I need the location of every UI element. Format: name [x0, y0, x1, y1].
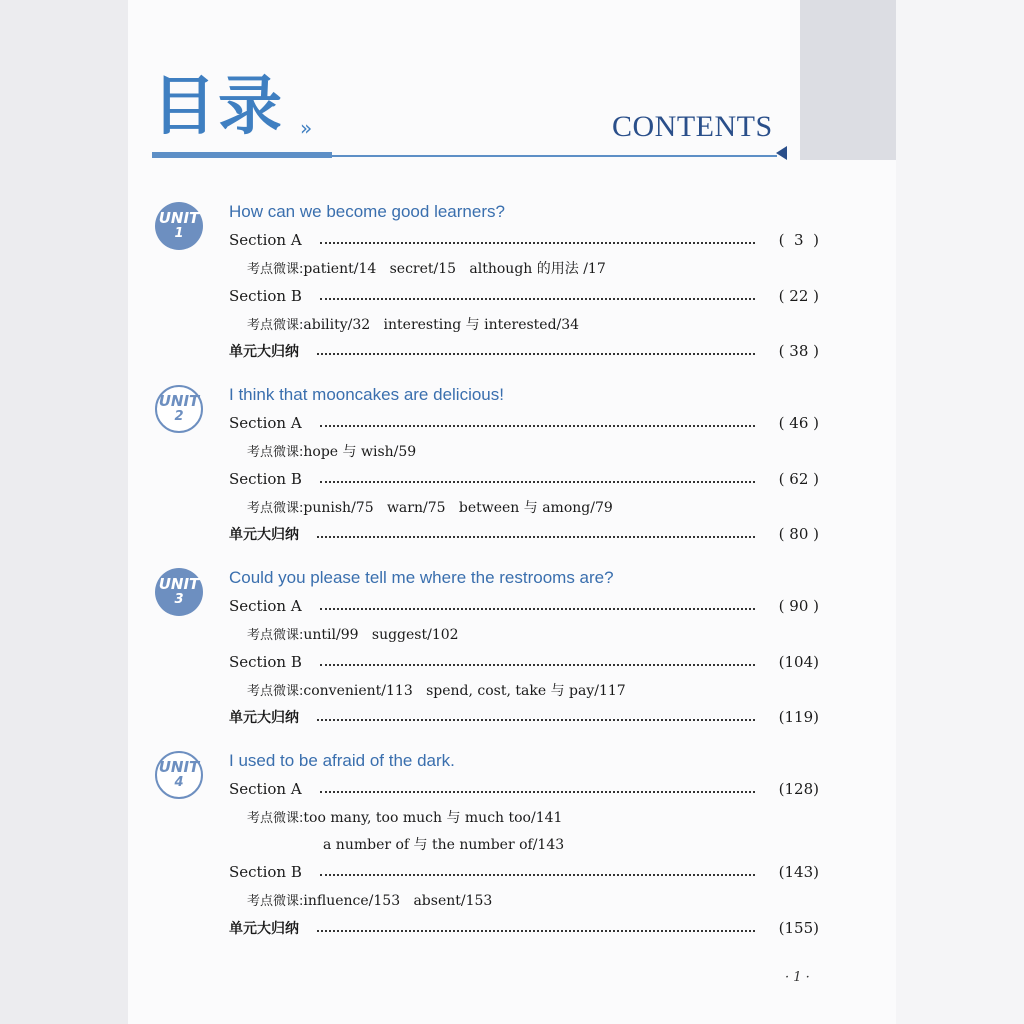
unit-badge-number: 1 [174, 226, 184, 241]
unit-badge-number: 4 [174, 775, 184, 790]
page-number: ( 80 ) [778, 525, 819, 543]
dot-leader [317, 353, 755, 355]
points-label: 考点微课: [247, 811, 304, 826]
page-number: ( 90 ) [778, 597, 819, 615]
unit-4-title[interactable]: I used to be afraid of the dark. [229, 751, 455, 770]
dot-leader [317, 536, 755, 538]
dot-leader [320, 791, 755, 793]
unit-2-section-b-row[interactable] [229, 467, 819, 491]
unit-4-section-a-points-continued: a number of 与 the number of/143 [323, 837, 565, 853]
points-label: 考点微课: [247, 445, 304, 460]
points-label: 考点微课: [247, 894, 304, 909]
section-b-label: Section B [229, 287, 302, 305]
dot-leader [320, 242, 755, 244]
unit-2-section-b-points [247, 497, 613, 517]
section-a-label: Section A [229, 414, 302, 432]
unit-3-badge [155, 568, 203, 616]
page-title-chinese: 目录 [152, 70, 284, 144]
unit-2-badge [155, 385, 203, 433]
section-a-label: Section A [229, 231, 302, 249]
summary-label: 单元大归纳 [229, 921, 299, 937]
points-items: patient/14 secret/15 although 的用法 /17 [303, 261, 606, 277]
dot-leader [320, 664, 755, 666]
unit-badge-number: 2 [174, 409, 184, 424]
section-b-label: Section B [229, 863, 302, 881]
summary-label: 单元大归纳 [229, 344, 299, 360]
header-corner-block [800, 0, 896, 160]
summary-label: 单元大归纳 [229, 527, 299, 543]
unit-1-section-a-row[interactable] [229, 228, 819, 252]
points-items: hope 与 wish/59 [303, 444, 417, 460]
page-number: ( 46 ) [778, 414, 819, 432]
unit-1-section-a-points [247, 258, 606, 278]
unit-3-title[interactable]: Could you please tell me where the restrooms are? [229, 568, 614, 587]
unit-1-section-b-row[interactable] [229, 284, 819, 308]
unit-badge-word: UNIT [158, 575, 200, 593]
unit-2-section-a-row[interactable] [229, 411, 819, 435]
section-a-label: Section A [229, 780, 302, 798]
dot-leader [317, 719, 755, 721]
points-label: 考点微课: [247, 318, 304, 333]
points-items: too many, too much 与 much too/141 [303, 810, 563, 826]
unit-1-summary-row[interactable] [229, 339, 819, 363]
unit-3-section-b-points [247, 680, 626, 700]
dot-leader [317, 930, 755, 932]
points-items: punish/75 warn/75 between 与 among/79 [303, 500, 613, 516]
unit-2-summary-row[interactable] [229, 522, 819, 546]
page-number: (143) [778, 863, 819, 881]
unit-3-section-b-row[interactable] [229, 650, 819, 674]
unit-badge-word: UNIT [158, 392, 200, 410]
unit-4-summary-row[interactable] [229, 916, 819, 940]
right-page-margin [896, 0, 1024, 1024]
unit-badge-word: UNIT [158, 758, 200, 776]
section-b-label: Section B [229, 470, 302, 488]
section-b-label: Section B [229, 653, 302, 671]
dot-leader [320, 874, 755, 876]
unit-4-section-a-row[interactable] [229, 777, 819, 801]
unit-1-section-b-points [247, 314, 579, 334]
unit-4-section-a-points [247, 807, 562, 827]
footer-page-number: · 1 · [785, 970, 810, 985]
dot-leader [320, 608, 755, 610]
unit-3-section-a-row[interactable] [229, 594, 819, 618]
page-number: ( 62 ) [778, 470, 819, 488]
points-label: 考点微课: [247, 628, 304, 643]
summary-label: 单元大归纳 [229, 710, 299, 726]
unit-3-summary-row[interactable] [229, 705, 819, 729]
unit-1-badge [155, 202, 203, 250]
points-label: 考点微课: [247, 262, 304, 277]
title-rule-triangle-icon [776, 146, 787, 160]
unit-3-section-a-points [247, 624, 459, 643]
unit-2-title[interactable]: I think that mooncakes are delicious! [229, 385, 504, 404]
points-items: ability/32 interesting 与 interested/34 [303, 317, 580, 333]
unit-badge-word: UNIT [158, 209, 200, 227]
title-arrow-icon: » [300, 116, 313, 140]
title-rule-thin [152, 155, 777, 157]
unit-4-section-b-row[interactable] [229, 860, 819, 884]
points-items: influence/153 absent/153 [303, 893, 493, 909]
dot-leader [320, 298, 755, 300]
dot-leader [320, 481, 755, 483]
page-number: (104) [778, 653, 819, 671]
page-number: (155) [778, 919, 819, 937]
unit-4-badge [155, 751, 203, 799]
section-a-label: Section A [229, 597, 302, 615]
points-items: convenient/113 spend, cost, take 与 pay/117 [303, 683, 626, 699]
points-items: until/99 suggest/102 [303, 627, 459, 643]
left-page-margin [0, 0, 128, 1024]
unit-2-section-a-points [247, 441, 416, 461]
points-label: 考点微课: [247, 684, 304, 699]
unit-1-title[interactable]: How can we become good learners? [229, 202, 505, 221]
page-number: ( 22 ) [778, 287, 819, 305]
page-number: (119) [778, 708, 819, 726]
page-number: (128) [778, 780, 819, 798]
page-number: ( 3 ) [778, 231, 819, 249]
page-number: ( 38 ) [778, 342, 819, 360]
unit-4-section-b-points [247, 890, 492, 909]
page-title-english: CONTENTS [612, 110, 773, 143]
points-label: 考点微课: [247, 501, 304, 516]
dot-leader [320, 425, 755, 427]
unit-badge-number: 3 [174, 592, 184, 607]
